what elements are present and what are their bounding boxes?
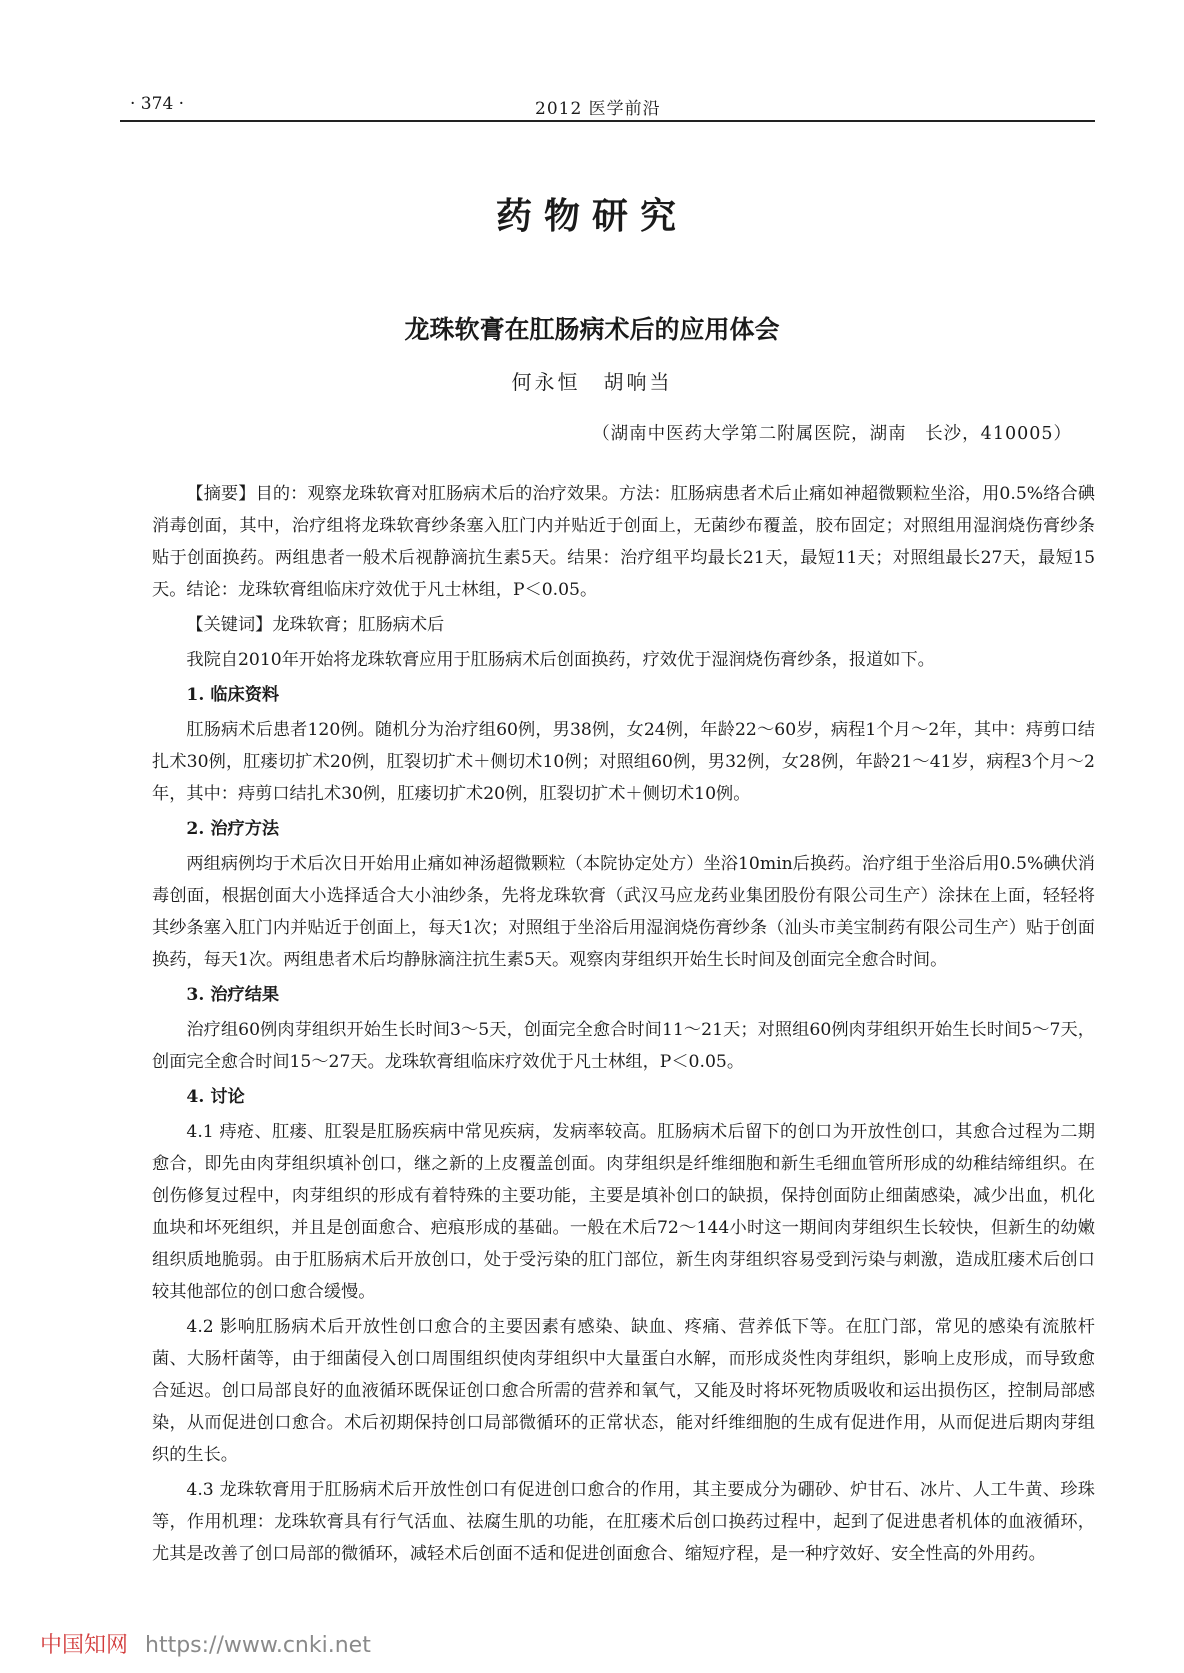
section-1-paragraph: 肛肠病术后患者120例。随机分为治疗组60例，男38例，女24例，年龄22～60岁，病程1个月～2年，其中：痔剪口结扎术30例，肛瘘切扩术20例，肛裂切扩术＋侧切术10例；对照组60例，男32例，女28例，年龄21～41岁，病程3个月～2年，其中：痔剪口结扎术30例，肛瘘切扩术20例，肛裂切扩术＋侧切术10例。 — [152, 720, 1095, 804]
section-heading-2: 2. 治疗方法 — [186, 819, 280, 839]
section-heading-1: 1. 临床资料 — [186, 685, 280, 705]
running-header — [120, 94, 1095, 122]
abstract: 【摘要】目的：观察龙珠软膏对肛肠病术后的治疗效果。方法：肛肠病患者术后止痛如神超微颗粒坐浴，用0.5%络合碘消毒创面，其中，治疗组将龙珠软膏纱条塞入肛门内并贴近于创面上，无菌纱布覆盖，胶布固定；对照组用湿润烧伤膏纱条贴于创面换药。两组患者一般术后视静滴抗生素5天。结果：治疗组平均最长21天，最短11天；对照组最长27天，最短15天。结论：龙珠软膏组临床疗效优于凡士林组，P＜0.05。 — [152, 484, 1095, 600]
watermark-url[interactable]: https://www.cnki.net — [145, 1633, 371, 1658]
section-heading-4: 4. 讨论 — [186, 1087, 245, 1107]
discussion-4-2: 4.2 影响肛肠病术后开放性创口愈合的主要因素有感染、缺血、疼痛、营养低下等。在肛门部，常见的感染有流脓杆菌、大肠杆菌等，由于细菌侵入创口周围组织使肉芽组织中大量蛋白水解，而形成炎性肉芽组织，影响上皮形成，而导致愈合延迟。创口局部良好的血液循环既保证创口愈合所需的营养和氧气，又能及时将坏死物质吸收和运出损伤区，控制局部感染，从而促进创口愈合。术后初期保持创口局部微循环的正常状态，能对纤维细胞的生成有促进作用，从而促进后期肉芽组织的生长。 — [152, 1317, 1095, 1465]
cnki-watermark — [40, 1628, 371, 1659]
authors: 何永恒 胡响当 — [511, 370, 673, 394]
article-title: 龙珠软膏在肛肠病术后的应用体会 — [404, 315, 780, 344]
journal-name: 2012 医学前沿 — [535, 99, 661, 119]
discussion-4-3: 4.3 龙珠软膏用于肛肠病术后开放性创口有促进创口愈合的作用，其主要成分为硼砂、炉甘石、冰片、人工牛黄、珍珠等，作用机理：龙珠软膏具有行气活血、祛腐生肌的功能，在肛瘘术后创口换药过程中，起到了促进患者机体的血液循环，尤其是改善了创口局部的微循环，减轻术后创面不适和促进创面愈合、缩短疗程，是一种疗效好、安全性高的外用药。 — [152, 1480, 1095, 1564]
section-title: 药物研究 — [495, 196, 688, 237]
section-2-paragraph: 两组病例均于术后次日开始用止痛如神汤超微颗粒（本院协定处方）坐浴10min后换药。治疗组于坐浴后用0.5%碘伏消毒创面，根据创面大小选择适合大小油纱条，先将龙珠软膏（武汉马应龙药业集团股份有限公司生产）涂抹在上面，轻轻将其纱条塞入肛门内并贴近于创面上，每天1次；对照组于坐浴后用湿润烧伤膏纱条（汕头市美宝制药有限公司生产）贴于创面换药，每天1次。两组患者术后均静脉滴注抗生素5天。观察肉芽组织开始生长时间及创面完全愈合时间。 — [152, 854, 1095, 970]
keywords: 【关键词】龙珠软膏；肛肠病术后 — [186, 615, 445, 635]
page-number: · 374 · — [130, 94, 185, 114]
intro-paragraph: 我院自2010年开始将龙珠软膏应用于肛肠病术后创面换药，疗效优于湿润烧伤膏纱条，报道如下。 — [186, 650, 935, 670]
article-body — [152, 478, 1095, 1573]
section-3-paragraph: 治疗组60例肉芽组织开始生长时间3～5天，创面完全愈合时间11～21天；对照组60例肉芽组织开始生长时间5～7天，创面完全愈合时间15～27天。龙珠软膏组临床疗效优于凡士林组，P＜0.05。 — [152, 1020, 1095, 1072]
section-heading-3: 3. 治疗结果 — [186, 985, 280, 1005]
watermark-brand: 中国知网 — [40, 1633, 129, 1658]
affiliation: （湖南中医药大学第二附属医院，湖南 长沙，410005） — [592, 424, 1072, 444]
discussion-4-1: 4.1 痔疮、肛瘘、肛裂是肛肠疾病中常见疾病，发病率较高。肛肠病术后留下的创口为开放性创口，其愈合过程为二期愈合，即先由肉芽组织填补创口，继之新的上皮覆盖创面。肉芽组织是纤维细胞和新生毛细血管所形成的幼稚结缔组织。在创伤修复过程中，肉芽组织的形成有着特殊的主要功能，主要是填补创口的缺损，保持创面防止细菌感染，减少出血，机化血块和坏死组织，并且是创面愈合、疤痕形成的基础。一般在术后72～144小时这一期间肉芽组织生长较快，但新生的幼嫩组织质地脆弱。由于肛肠病术后开放创口，处于受污染的肛门部位，新生肉芽组织容易受到污染与刺激，造成肛瘘术后创口较其他部位的创口愈合缓慢。 — [152, 1122, 1095, 1302]
